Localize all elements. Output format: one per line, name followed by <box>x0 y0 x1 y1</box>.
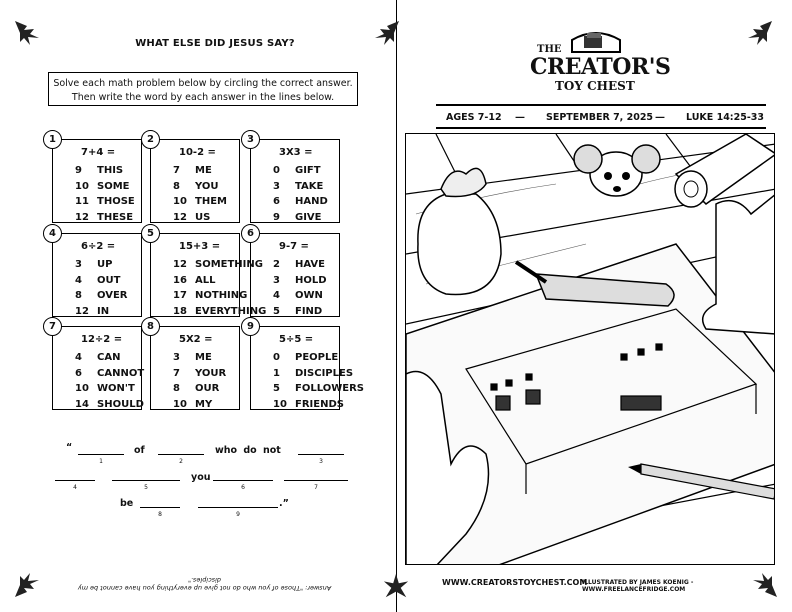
illustrator-credit: ILLUSTRATED BY JAMES KOENIG - WWW.FREELANCEFRIDGE.COM <box>582 579 694 593</box>
option-number: 6 <box>273 196 280 207</box>
option-word: THESE <box>97 211 134 223</box>
option-number: 17 <box>173 290 187 301</box>
option-word: HOLD <box>295 274 327 286</box>
problem-number: 2 <box>141 130 160 149</box>
leaf-corner-icon <box>12 570 42 600</box>
leaf-corner-icon <box>745 18 775 48</box>
option-number: 14 <box>75 398 89 410</box>
option-word: OWN <box>295 290 323 301</box>
option-word: MY <box>195 398 213 410</box>
answer-option[interactable] <box>75 350 144 366</box>
option-number: 12 <box>75 305 89 317</box>
instructions-box <box>48 72 358 106</box>
answer-option[interactable] <box>75 397 144 413</box>
option-number: 8 <box>173 383 180 394</box>
page-fold <box>396 0 397 612</box>
instructions-line-1: Solve each math problem below by circling the correct answer. <box>53 78 353 89</box>
problem-box <box>49 134 142 223</box>
option-number: 18 <box>173 305 187 317</box>
answer-option[interactable] <box>273 210 328 226</box>
answer-option[interactable] <box>273 179 328 195</box>
option-number: 10 <box>173 196 187 207</box>
problem-box <box>147 134 240 223</box>
answer-option[interactable] <box>273 366 364 382</box>
answer-option[interactable] <box>273 257 327 273</box>
answer-option[interactable] <box>75 210 135 226</box>
option-number: 7 <box>173 367 180 379</box>
answer-option[interactable] <box>273 350 364 366</box>
option-word: TAKE <box>295 180 324 192</box>
problem-number: 1 <box>43 130 62 149</box>
age-range: AGES 7-12 <box>446 112 502 123</box>
blank-number: 4 <box>73 484 77 491</box>
problem-equation: 3X3 = <box>279 147 313 158</box>
option-word: FIND <box>295 305 323 317</box>
leaf-corner-icon <box>12 18 42 48</box>
answer-option[interactable] <box>75 381 144 397</box>
blank-number: 5 <box>144 484 148 491</box>
sentence-word-you: you <box>191 472 211 483</box>
option-word: UP <box>97 259 113 270</box>
option-word: US <box>195 211 211 223</box>
problem-equation: 7+4 = <box>81 147 116 158</box>
problem-equation: 10-2 = <box>179 147 216 158</box>
option-word: NOTHING <box>195 290 248 301</box>
option-number: 3 <box>273 274 280 286</box>
problem-equation: 5X2 = <box>179 334 213 345</box>
lesson-date: SEPTEMBER 7, 2025 <box>546 112 654 123</box>
answer-option[interactable] <box>173 163 227 179</box>
option-number: 12 <box>173 259 187 270</box>
option-word: ME <box>195 352 212 363</box>
problem-equation: 5÷5 = <box>279 334 314 345</box>
option-number: 0 <box>273 165 280 176</box>
answer-option[interactable] <box>75 179 135 195</box>
option-word: OUT <box>97 274 121 286</box>
answer-blank-9[interactable] <box>198 507 278 508</box>
option-word: WON'T <box>97 383 135 394</box>
answer-blank-5[interactable] <box>112 480 180 481</box>
blank-number: 8 <box>158 511 162 518</box>
answer-option[interactable] <box>273 194 328 210</box>
problem-number: 8 <box>141 317 160 336</box>
answer-option[interactable] <box>75 194 135 210</box>
problem-equation: 12÷2 = <box>81 334 123 345</box>
option-number: 12 <box>173 211 187 223</box>
blank-number: 6 <box>241 484 245 491</box>
answer-option[interactable] <box>173 179 227 195</box>
option-word: CANNOT <box>97 367 145 379</box>
problem-box <box>49 228 142 317</box>
option-word: HAVE <box>295 259 325 270</box>
option-word: ALL <box>195 274 216 286</box>
answer-blank-6[interactable] <box>213 480 273 481</box>
option-number: 11 <box>75 196 89 207</box>
problem-number: 4 <box>43 224 62 243</box>
option-number: 10 <box>273 398 287 410</box>
answer-options <box>273 350 364 412</box>
problem-number: 3 <box>241 130 260 149</box>
option-word: GIVE <box>295 211 322 223</box>
answer-blank-4[interactable] <box>55 480 95 481</box>
option-word: THEM <box>195 196 227 207</box>
option-word: THIS <box>97 165 124 176</box>
answer-option[interactable] <box>273 273 327 289</box>
option-word: FRIENDS <box>295 398 344 410</box>
answer-option[interactable] <box>273 304 327 320</box>
option-number: 3 <box>273 180 280 192</box>
option-word: FOLLOWERS <box>295 383 364 394</box>
option-word: SOMETHING <box>195 259 263 270</box>
blank-number: 1 <box>99 458 103 465</box>
answer-options <box>273 163 328 225</box>
answer-option[interactable] <box>75 366 144 382</box>
problem-number: 7 <box>43 317 62 336</box>
separator-dash: — <box>655 112 665 123</box>
blank-number: 2 <box>179 458 183 465</box>
option-word: YOUR <box>195 367 227 379</box>
option-number: 5 <box>273 383 280 394</box>
website-link[interactable]: WWW.CREATORSTOYCHEST.COM <box>442 578 588 587</box>
sentence-word-who-do-not: who do not <box>215 445 281 456</box>
option-number: 10 <box>75 383 89 394</box>
answer-option[interactable] <box>173 381 226 397</box>
option-number: 10 <box>173 398 187 410</box>
answer-option[interactable] <box>75 288 128 304</box>
upside-down-answer: Answer: "Those of you who do not give up everything you have cannot be my disciples." <box>77 576 332 592</box>
option-number: 1 <box>273 367 280 379</box>
scripture-reference: LUKE 14:25-33 <box>686 112 764 123</box>
option-word: DISCIPLES <box>295 367 354 379</box>
logo-title: CREATOR'S <box>530 54 671 80</box>
answer-options <box>173 163 227 225</box>
option-word: EVERYTHING <box>195 305 267 317</box>
problem-equation: 6÷2 = <box>81 241 116 252</box>
blank-number: 9 <box>236 511 240 518</box>
answer-option[interactable] <box>273 163 328 179</box>
answer-blank-1[interactable] <box>78 454 124 455</box>
problem-box <box>247 134 340 223</box>
blank-number: 3 <box>319 458 323 465</box>
answer-option[interactable] <box>75 273 128 289</box>
option-word: SOME <box>97 180 130 192</box>
answer-blank-2[interactable] <box>158 454 204 455</box>
quote-close: .” <box>279 498 289 509</box>
option-number: 8 <box>75 290 82 301</box>
problem-box <box>147 321 240 410</box>
option-number: 12 <box>75 211 89 223</box>
answer-option[interactable] <box>173 194 227 210</box>
problem-box <box>49 321 145 410</box>
leaf-corner-icon <box>372 18 402 48</box>
info-bottom-rule <box>436 127 766 129</box>
option-word: YOU <box>195 180 219 192</box>
answer-options <box>173 350 226 412</box>
problem-box <box>147 228 267 317</box>
option-number: 9 <box>75 165 82 176</box>
answer-option[interactable] <box>173 366 226 382</box>
answer-option[interactable] <box>75 257 128 273</box>
answer-blank-3[interactable] <box>298 454 344 455</box>
sentence-word-of: of <box>134 445 145 456</box>
logo-subtitle: TOY CHEST <box>555 79 635 93</box>
option-number: 6 <box>75 367 82 379</box>
answer-option[interactable] <box>173 397 226 413</box>
option-number: 2 <box>273 259 280 270</box>
answer-options <box>75 163 135 225</box>
option-number: 7 <box>173 165 180 176</box>
answer-option[interactable] <box>75 304 128 320</box>
answer-options <box>75 350 144 412</box>
problem-equation: 9-7 = <box>279 241 309 252</box>
sentence-word-be: be <box>120 498 134 509</box>
logo-the: THE <box>537 44 562 55</box>
problem-equation: 15+3 = <box>179 241 221 252</box>
problem-number: 6 <box>241 224 260 243</box>
answer-option[interactable] <box>273 381 364 397</box>
option-number: 10 <box>75 180 89 192</box>
answer-blank-8[interactable] <box>140 507 180 508</box>
problem-box <box>247 228 340 317</box>
instructions-line-2: Then write the word by each answer in the lines below. <box>71 92 335 103</box>
problem-number: 9 <box>241 317 260 336</box>
separator-dash: — <box>515 112 525 123</box>
answer-blank-7[interactable] <box>284 480 348 481</box>
option-word: CAN <box>97 352 121 363</box>
option-word: OVER <box>97 290 128 301</box>
option-number: 3 <box>173 352 180 363</box>
option-number: 3 <box>75 259 82 270</box>
option-word: PEOPLE <box>295 352 339 363</box>
option-word: ME <box>195 165 212 176</box>
option-number: 4 <box>75 274 82 286</box>
answer-option[interactable] <box>273 397 364 413</box>
option-number: 0 <box>273 352 280 363</box>
option-number: 5 <box>273 305 280 317</box>
option-word: GIFT <box>295 165 321 176</box>
answer-option[interactable] <box>173 350 226 366</box>
option-word: THOSE <box>97 196 135 207</box>
option-word: IN <box>97 305 110 317</box>
option-number: 9 <box>273 211 280 223</box>
answer-option[interactable] <box>273 288 327 304</box>
blank-number: 7 <box>314 484 318 491</box>
option-word: OUR <box>195 383 220 394</box>
answer-options <box>273 257 327 319</box>
option-number: 8 <box>173 180 180 192</box>
answer-options <box>75 257 128 319</box>
worksheet-title: WHAT ELSE DID JESUS SAY? <box>135 38 295 49</box>
option-number: 16 <box>173 274 187 286</box>
answer-option[interactable] <box>173 210 227 226</box>
quote-open: “ <box>66 442 73 453</box>
option-word: HAND <box>295 196 328 207</box>
info-top-rule <box>436 104 766 106</box>
problem-box <box>247 321 364 410</box>
answer-option[interactable] <box>75 163 135 179</box>
leaf-corner-icon <box>382 572 410 600</box>
option-number: 4 <box>273 290 280 301</box>
option-word: SHOULD <box>97 398 144 410</box>
option-number: 4 <box>75 352 82 363</box>
cover-illustration <box>405 133 775 565</box>
problem-number: 5 <box>141 224 160 243</box>
